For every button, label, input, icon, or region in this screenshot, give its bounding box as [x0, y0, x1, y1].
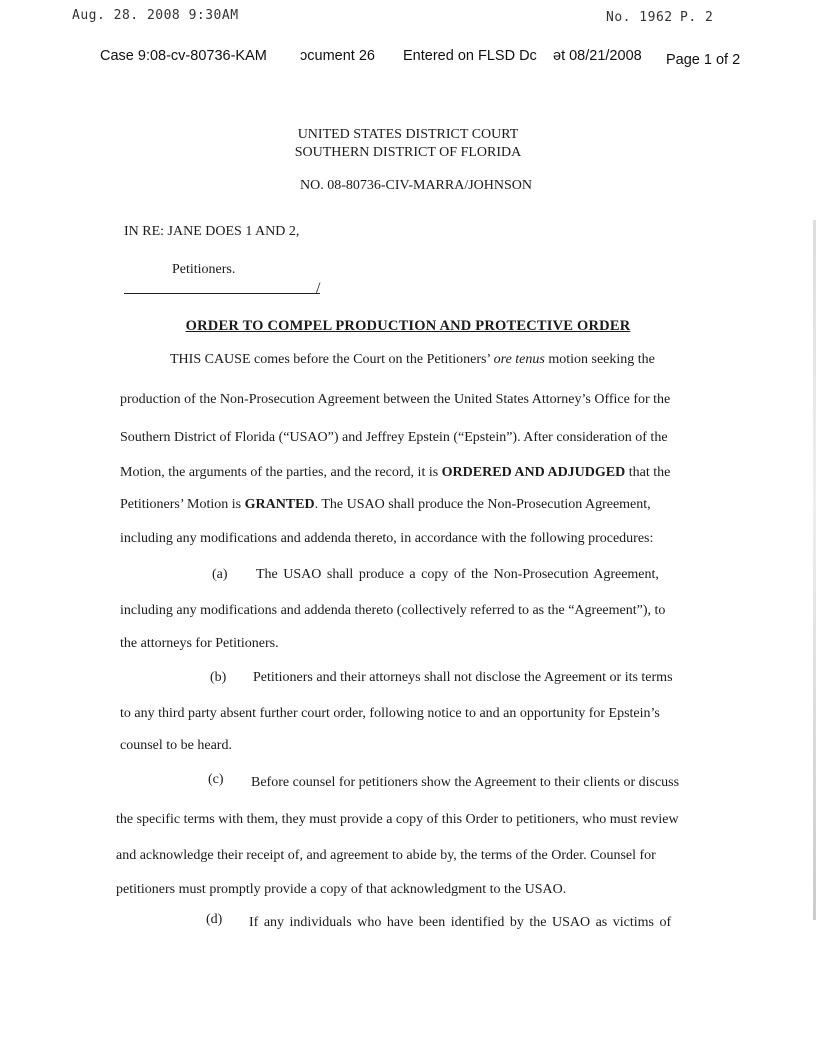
body-line: Southern District of Florida (“USAO”) and Jeffrey Epstein (“Epstein”). After consideration of the: [120, 430, 668, 445]
caption-petitioners: Petitioners.: [172, 262, 236, 277]
filed-date-stamp: ət 08/21/2008: [553, 48, 642, 64]
body-line: Before counsel for petitioners show the Agreement to their clients or discuss: [251, 775, 680, 790]
body-line: If any individuals who have been identified by the USAO as victims of: [249, 915, 672, 930]
order-title: ORDER TO COMPEL PRODUCTION AND PROTECTIVE ORDER: [185, 318, 631, 334]
caption-in-re: IN RE: JANE DOES 1 AND 2,: [124, 224, 300, 239]
item-a-label: (a): [212, 567, 228, 582]
fax-date-time: Aug. 28. 2008 9:30AM: [72, 8, 239, 23]
body-line: The USAO shall produce a copy of the Non-Prosecution Agreement,: [256, 567, 659, 582]
granted: GRANTED: [244, 497, 315, 512]
page-count-stamp: Page 1 of 2: [666, 52, 741, 68]
body-line: including any modifications and addenda thereto, in accordance with the following procedures:: [120, 531, 654, 546]
body-line: production of the Non-Prosecution Agreement between the United States Attorney’s Office for the: [120, 392, 671, 407]
entered-stamp: Entered on FLSD Dc: [403, 48, 537, 64]
body-line: including any modifications and addenda thereto (collectively referred to as the “Agreement”), to: [120, 603, 666, 618]
body-line: the attorneys for Petitioners.: [120, 636, 279, 651]
item-b-label: (b): [210, 670, 227, 685]
body-line: Motion, the arguments of the parties, and the record, it is ORDERED AND ADJUDGED that the: [120, 465, 671, 480]
caption-rule: [124, 293, 320, 294]
document-number-stamp: ɔcument 26: [300, 48, 375, 64]
body-line: petitioners must promptly provide a copy of that acknowledgment to the USAO.: [116, 882, 567, 897]
ordered-adjudged: ORDERED AND ADJUDGED: [441, 465, 626, 480]
body-line: counsel to be heard.: [120, 738, 232, 753]
fax-number: No. 1962: [606, 10, 673, 25]
case-number-stamp: Case 9:08-cv-80736-KAM: [100, 48, 267, 64]
body-line: and acknowledge their receipt of, and agreement to abide by, the terms of the Order. Counsel for: [116, 848, 656, 863]
body-line: Petitioners’ Motion is GRANTED. The USAO shall produce the Non-Prosecution Agreement,: [120, 497, 651, 512]
case-number: NO. 08-80736-CIV-MARRA/JOHNSON: [299, 178, 533, 193]
caption-rule-slash: /: [316, 280, 321, 297]
ore-tenus-emphasis: ore tenus: [493, 352, 545, 367]
body-line: to any third party absent further court order, following notice to and an opportunity for Epstein’s: [120, 706, 660, 721]
body-line: THIS CAUSE comes before the Court on the Petitioners’ ore tenus motion seeking the: [170, 352, 655, 367]
court-name-line1: UNITED STATES DISTRICT COURT: [297, 127, 519, 142]
body-line: Petitioners and their attorneys shall not disclose the Agreement or its terms: [253, 670, 673, 685]
item-c-label: (c): [208, 772, 224, 787]
court-name-line2: SOUTHERN DISTRICT OF FLORIDA: [294, 145, 522, 160]
item-d-label: (d): [206, 912, 223, 927]
fax-page: P. 2: [680, 10, 714, 25]
body-line: the specific terms with them, they must provide a copy of this Order to petitioners, who must review: [116, 812, 679, 827]
